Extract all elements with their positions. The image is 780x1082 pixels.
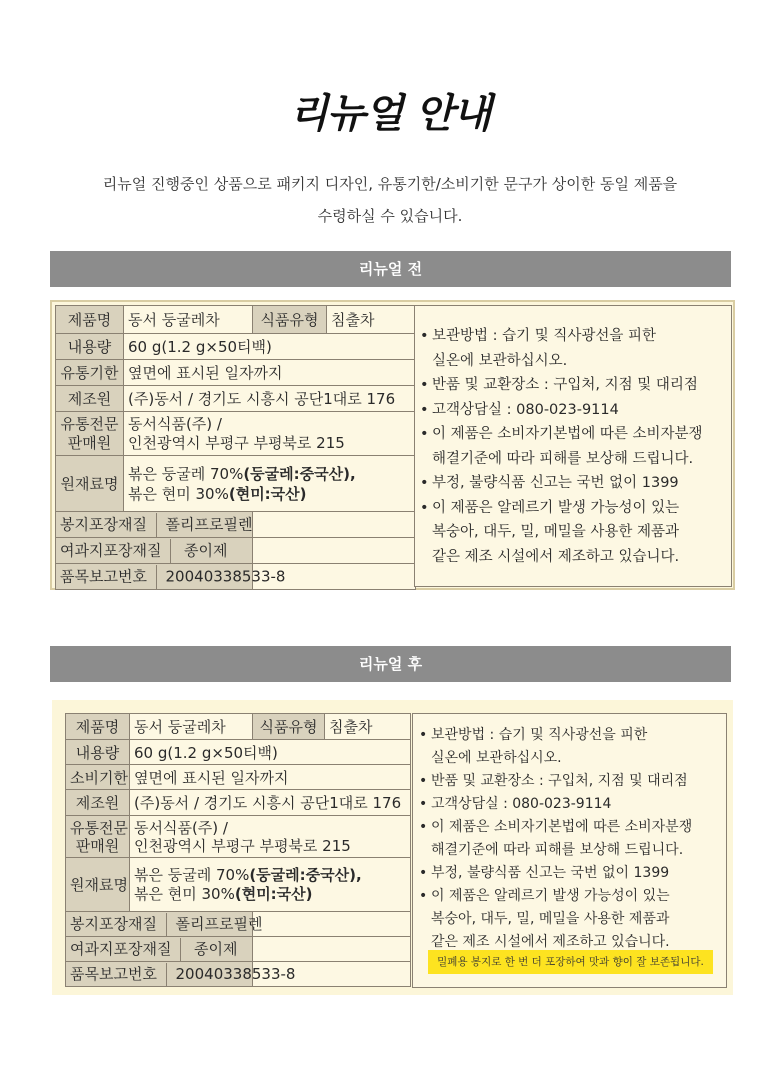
description-line: 수령하실 수 있습니다.: [317, 207, 463, 225]
material-text: 볶은 현미 30%: [134, 884, 235, 903]
label-cell: [66, 962, 296, 987]
label-cell: 유통기한: [56, 360, 124, 386]
value-cell: [253, 937, 411, 962]
label-cell: 제조원: [56, 386, 124, 412]
label-line: 유통전문: [70, 818, 128, 837]
table-row: [56, 538, 416, 564]
table-row: [66, 858, 411, 912]
value-text: 20040338533-8: [165, 567, 286, 585]
cell-divider: [166, 913, 167, 936]
notes-list: [419, 724, 731, 954]
note-item: • 고객상담실 : 080-023-9114: [420, 398, 735, 423]
value-line: [128, 484, 411, 504]
cell-divider: [156, 513, 157, 537]
label-panel-before: [50, 300, 735, 590]
label-cell: [56, 564, 286, 590]
label-text: 여과지포장재질: [70, 939, 172, 958]
note-item: 복숭아, 대두, 밀, 메밀을 사용한 제품과: [431, 911, 670, 927]
label-cell: 식품유형: [253, 714, 325, 740]
note-item: • 반품 및 교환장소 : 구입처, 지점 및 대리점: [420, 373, 735, 398]
table-row: [56, 360, 416, 386]
label-cell: [66, 937, 253, 962]
note-item: 실온에 보관하십시오.: [432, 352, 568, 369]
page-title: 리뉴얼 안내: [289, 91, 491, 137]
value-line: 인천광역시 부평구 부평북로 215: [128, 433, 345, 452]
material-text: 볶은 둥굴레 70%: [128, 464, 244, 483]
origin-text: (현미:국산): [228, 484, 307, 503]
value-cell: [124, 412, 416, 456]
table-row: [66, 740, 411, 765]
label-cell: 제품명: [56, 306, 124, 334]
note-item: 같은 제조 시설에서 제조하고 있습니다.: [431, 934, 670, 950]
spec-table: [55, 305, 416, 590]
value-text: 20040338533-8: [175, 964, 296, 983]
label-cell: 제품명: [66, 714, 130, 740]
label-cell: 원재료명: [66, 858, 130, 912]
label-cell: [66, 816, 130, 858]
value-cell: [124, 456, 416, 512]
note-item: • 이 제품은 소비자기본법에 따른 소비자분쟁: [420, 422, 735, 447]
label-line: 판매원: [67, 433, 112, 452]
note-item: • 보관방법 : 습기 및 직사광선을 피한: [419, 724, 731, 747]
label-panel-after: [52, 700, 733, 995]
note-item: 해결기준에 따라 피해를 보상해 드립니다.: [432, 450, 694, 467]
table-row: [56, 456, 416, 512]
value-line: 인천광역시 부평구 부평북로 215: [134, 836, 351, 855]
label-cell: 내용량: [66, 740, 130, 765]
table-row: [66, 962, 411, 987]
value-line: 동서식품(주) /: [134, 818, 228, 837]
label-cell: 제조원: [66, 790, 130, 816]
value-line: 동서식품(주) /: [128, 414, 222, 433]
label-text: 봉지포장재질: [60, 515, 147, 533]
label-cell: 원재료명: [56, 456, 124, 512]
value-cell: (주)동서 / 경기도 시흥시 공단1대로 176: [130, 790, 411, 816]
table-row: [66, 816, 411, 858]
table-row: [66, 765, 411, 790]
value-cell: [130, 816, 411, 858]
note-item: 복숭아, 대두, 밀, 메밀을 사용한 제품과: [432, 524, 679, 540]
value-cell: 옆면에 표시된 일자까지: [130, 765, 411, 790]
spec-table: [65, 713, 411, 987]
value-cell: 침출차: [327, 306, 416, 334]
value-cell: [253, 538, 416, 564]
label-text: 품목보고번호: [70, 964, 157, 983]
note-item: 실온에 보관하십시오.: [431, 750, 562, 766]
value-text: 폴리프로필렌: [165, 515, 253, 533]
value-cell: 60 g(1.2 g×50티백): [124, 334, 416, 360]
table-row: [56, 386, 416, 412]
label-line: 판매원: [75, 836, 120, 855]
label-cell: 소비기한: [66, 765, 130, 790]
value-text: 폴리프로필렌: [175, 914, 263, 933]
label-cell: [56, 538, 253, 564]
label-text: 여과지포장재질: [60, 541, 162, 559]
packaging-notice: 밀폐용 봉지로 한 번 더 포장하여 맛과 향이 잘 보존됩니다.: [428, 950, 713, 974]
value-line: [134, 866, 406, 885]
value-line: [128, 464, 411, 484]
table-row: [56, 412, 416, 456]
value-cell: 동서 둥굴레차: [130, 714, 253, 740]
note-item: • 보관방법 : 습기 및 직사광선을 피한: [420, 324, 735, 349]
label-text: 봉지포장재질: [70, 914, 157, 933]
label-cell: 내용량: [56, 334, 124, 360]
value-cell: [130, 858, 411, 912]
table-row: [56, 564, 416, 590]
table-row: [66, 714, 411, 740]
material-text: 볶은 둥굴레 70%: [134, 865, 250, 884]
value-cell: [253, 912, 411, 937]
label-line: 유통전문: [60, 414, 119, 433]
note-item: • 부정, 불량식품 신고는 국번 없이 1399: [420, 471, 735, 496]
note-item: • 고객상담실 : 080-023-9114: [419, 793, 731, 816]
cell-divider: [166, 963, 167, 986]
value-cell: 동서 둥굴레차: [124, 306, 253, 334]
value-cell: (주)동서 / 경기도 시흥시 공단1대로 176: [124, 386, 416, 412]
note-item: • 이 제품은 알레르기 발생 가능성이 있는: [419, 885, 731, 908]
table-row: [56, 334, 416, 360]
value-cell: 옆면에 표시된 일자까지: [124, 360, 416, 386]
origin-text: (둥굴레:중국산),: [243, 464, 356, 483]
note-item: • 이 제품은 소비자기본법에 따른 소비자분쟁: [419, 816, 731, 839]
cell-divider: [156, 565, 157, 589]
value-line: [134, 885, 406, 904]
value-text: 종이제: [194, 939, 238, 958]
table-row: [66, 912, 411, 937]
value-cell: [253, 512, 416, 538]
cell-divider: [170, 539, 171, 563]
note-item: • 반품 및 교환장소 : 구입처, 지점 및 대리점: [419, 770, 731, 793]
label-cell: 식품유형: [253, 306, 327, 334]
value-cell: 침출차: [325, 714, 411, 740]
label-cell: [66, 912, 263, 937]
renewal-description: [40, 168, 740, 232]
note-item: • 이 제품은 알레르기 발생 가능성이 있는: [420, 496, 735, 521]
label-text: 품목보고번호: [60, 567, 147, 585]
table-row: [56, 512, 416, 538]
value-cell: 60 g(1.2 g×50티백): [130, 740, 411, 765]
note-item: 해결기준에 따라 피해를 보상해 드립니다.: [431, 842, 684, 858]
section-header-after: 리뉴얼 후: [50, 646, 731, 682]
material-text: 볶은 현미 30%: [128, 484, 229, 503]
value-text: 종이제: [184, 541, 228, 559]
cell-divider: [180, 938, 181, 961]
notes-list: [420, 324, 735, 569]
origin-text: (둥굴레:중국산),: [249, 865, 362, 884]
table-row: [66, 790, 411, 816]
label-cell: [56, 512, 253, 538]
description-line: 리뉴얼 진행중인 상품으로 패키지 디자인, 유통기한/소비기한 문구가 상이한 동일 제품을: [102, 175, 678, 193]
section-header-before: 리뉴얼 전: [50, 251, 731, 287]
table-row: [66, 937, 411, 962]
note-item: 같은 제조 시설에서 제조하고 있습니다.: [432, 548, 680, 565]
table-row: [56, 306, 416, 334]
origin-text: (현미:국산): [234, 884, 313, 903]
note-item: • 부정, 불량식품 신고는 국번 없이 1399: [419, 862, 731, 885]
label-cell: [56, 412, 124, 456]
